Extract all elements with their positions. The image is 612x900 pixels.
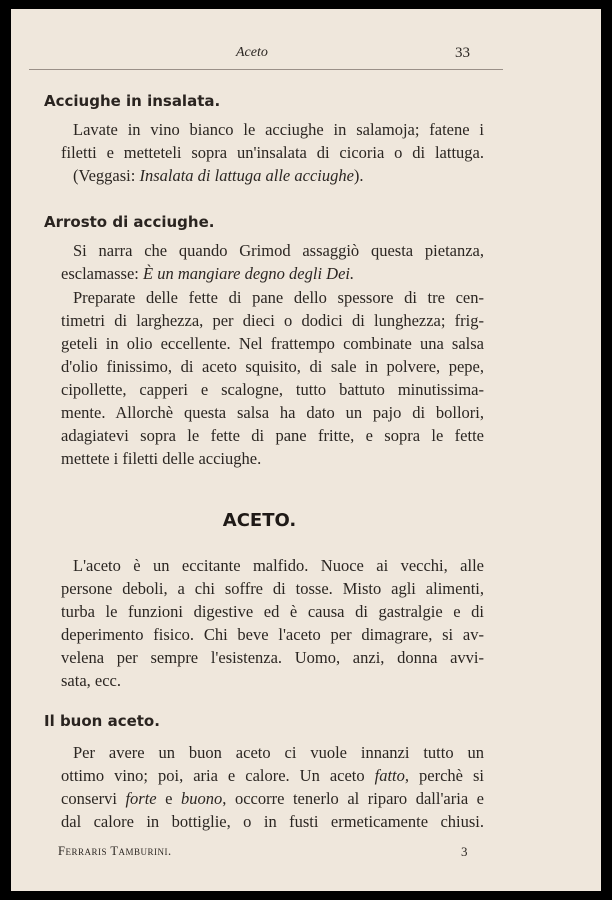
text-line: persone deboli, a chi soffre di tosse. Misto agli alimenti, (61, 579, 484, 598)
chapter-heading-aceto: ACETO. (222, 510, 297, 531)
heading-arrosto-di-acciughe: Arrosto di acciughe. (44, 213, 215, 231)
footer-author: Ferraris Tamburini. (58, 844, 172, 858)
see-also-line (73, 165, 484, 187)
signature-mark: 3 (461, 844, 468, 859)
text-line (61, 765, 484, 787)
text-line: d'olio finissimo, di aceto squisito, di sale in polvere, pepe, (61, 357, 484, 376)
running-head-title: Aceto (236, 45, 268, 60)
quote-text: È un mangiare degno degli Dei. (143, 264, 355, 283)
text-line: filetti e metteteli sopra un'insalata di cicoria o di lattuga. (61, 143, 484, 162)
text-run: e (156, 789, 182, 808)
text-line: Per avere un buon aceto ci vuole innanzi tutto un (73, 743, 484, 762)
text-line: turba le funzioni digestive ed è causa di gastralgie e di (61, 602, 484, 621)
page-number: 33 (455, 45, 470, 61)
emphasis: buono (181, 789, 223, 808)
book-page (11, 9, 601, 891)
text-run: ottimo vino; poi, aria e calore. Un aceto (61, 766, 375, 785)
see-also-reference: Insalata di lattuga alle acciughe (139, 166, 354, 185)
text-line: L'aceto è un eccitante malfido. Nuoce ai vecchi, alle (73, 556, 484, 575)
text-run: , perchè si (404, 766, 484, 785)
text-line (61, 788, 484, 810)
text-line: timetri di larghezza, per dieci o dodici di lunghezza; frig- (61, 311, 484, 330)
text-line: geteli in olio eccellente. Nel frattempo combinate una salsa (61, 334, 484, 353)
heading-il-buon-aceto: Il buon aceto. (44, 712, 160, 730)
page-footer (58, 844, 468, 859)
text-line: mettete i filetti delle acciughe. (61, 449, 262, 468)
text-line: deperimento fisico. Chi beve l'aceto per dimagrare, si av- (61, 625, 484, 644)
text-line: adagiatevi sopra le fette di pane fritte, e sopra le fette (61, 426, 484, 445)
heading-acciughe-in-insalata: Acciughe in insalata. (44, 92, 221, 110)
emphasis: fatto (374, 766, 405, 785)
text-line: dal calore in bottiglie, o in fusti ermeticamente chiusi. (61, 812, 484, 831)
see-also-prefix: (Veggasi: (73, 166, 140, 185)
text-line: mente. Allorchè questa salsa ha dato un pajo di bollori, (61, 403, 484, 422)
see-also-suffix: ). (353, 166, 364, 185)
text-run: , occorre tenerlo al riparo dall'aria e (222, 789, 485, 808)
text-line: Si narra che quando Grimod assaggiò questa pietanza, (73, 241, 484, 260)
text-line: Lavate in vino bianco le acciughe in salamoja; fatene i (73, 120, 484, 139)
text-line: cipollette, capperi e scalogne, tutto battuto minutissima- (61, 380, 484, 399)
emphasis: forte (125, 789, 157, 808)
text-line: Preparate delle fette di pane dello spessore di tre cen- (73, 288, 484, 307)
text-line: sata, ecc. (61, 671, 121, 690)
text-run: conservi (61, 789, 126, 808)
quote-line (61, 263, 484, 285)
running-head (11, 45, 601, 65)
text-line: velena per sempre l'esistenza. Uomo, anzi, donna avvi- (61, 648, 484, 667)
quote-prefix: esclamasse: (61, 264, 144, 283)
header-rule (29, 69, 503, 70)
